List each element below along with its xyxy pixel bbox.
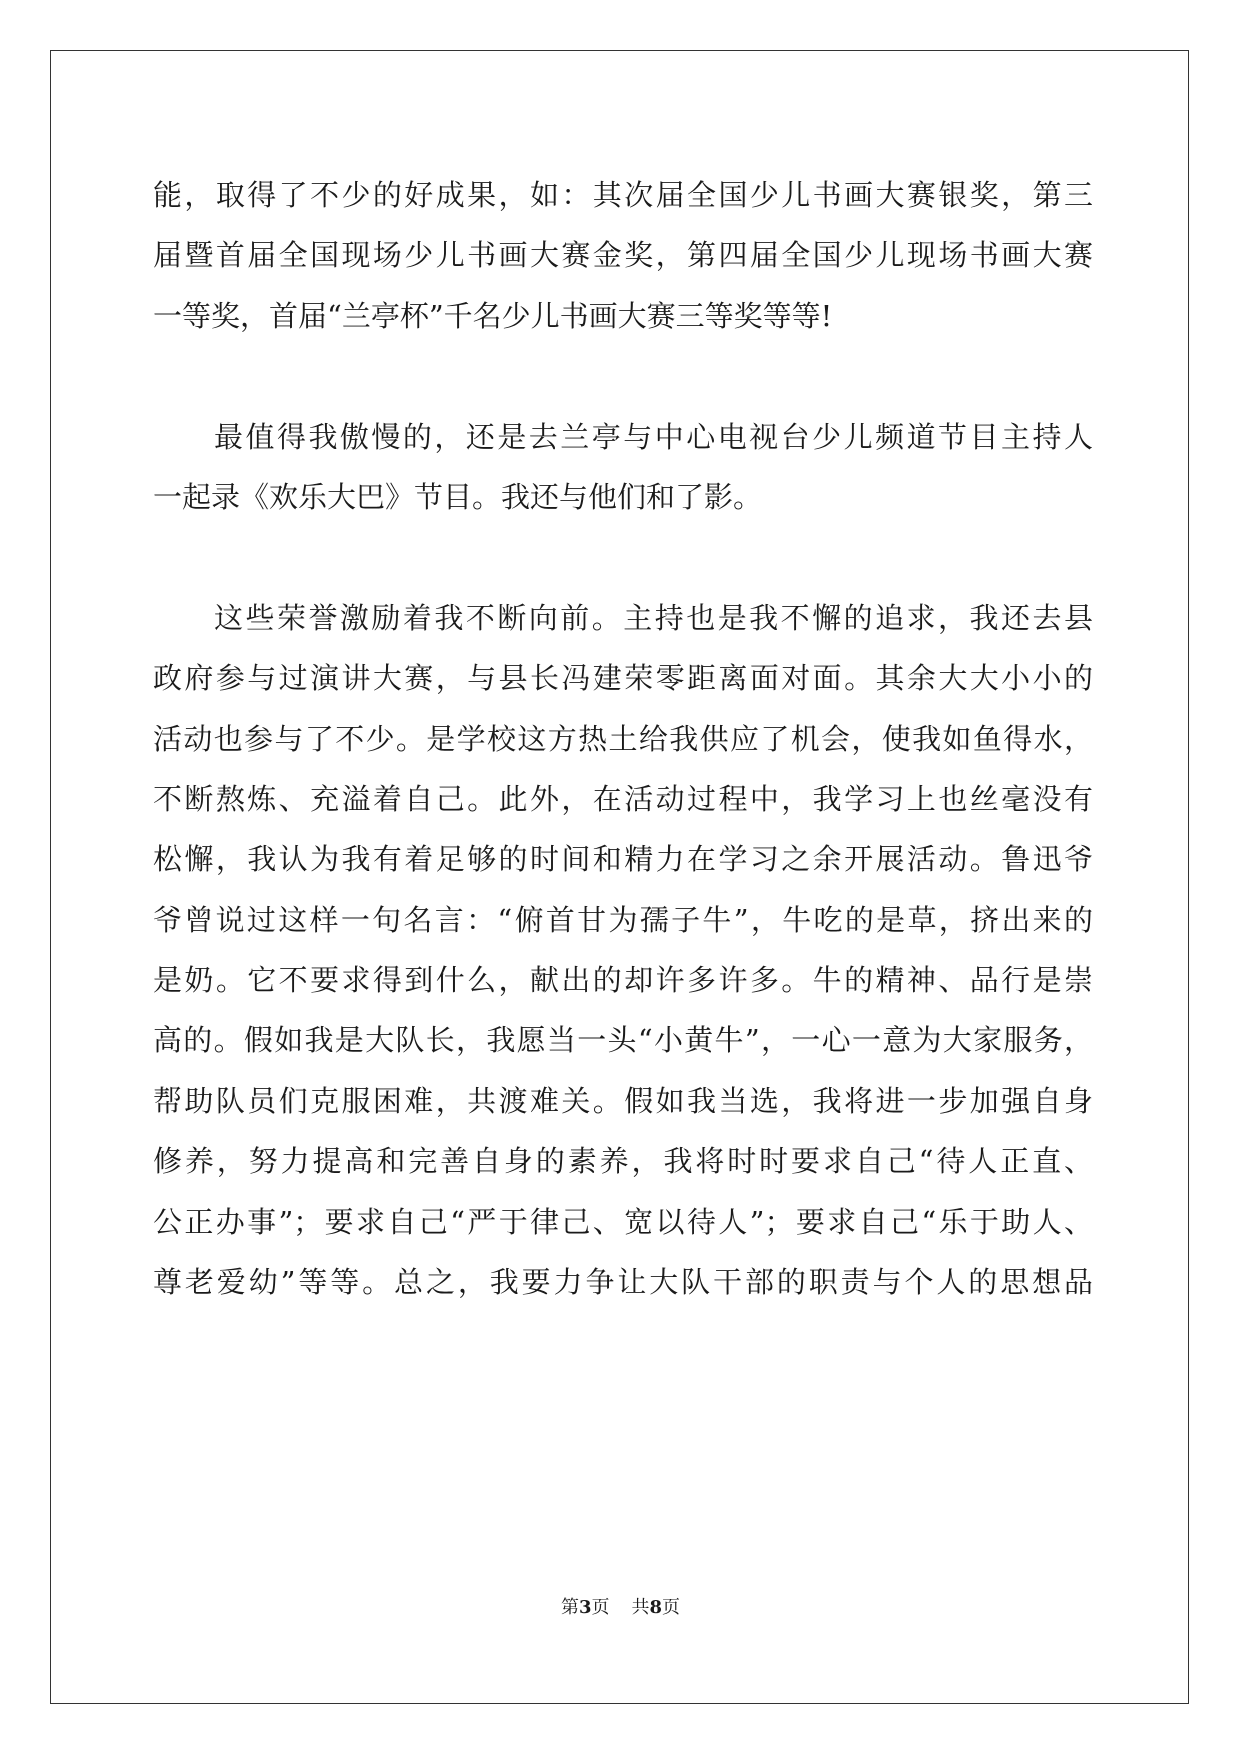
text-line: 帮助队员们克服困难，共渡难关。假如我当选，我将进一步加强自身 bbox=[153, 1083, 1093, 1118]
page-prefix: 第 bbox=[560, 1597, 579, 1618]
text-line: 是奶。它不要求得到什么，献出的却许多许多。牛的精神、品行是崇 bbox=[153, 963, 1093, 998]
paragraph-gap bbox=[153, 346, 1093, 406]
text-line: 高的。假如我是大队长，我愿当一头“小黄牛”，一心一意为大家服务， bbox=[153, 1023, 1093, 1058]
current-page-number: 3 bbox=[578, 1597, 592, 1618]
text-line: 松懈，我认为我有着足够的时间和精力在学习之余开展活动。鲁迅爷 bbox=[153, 842, 1093, 877]
paragraph-gap bbox=[153, 527, 1093, 587]
page-suffix: 页 bbox=[591, 1597, 610, 1618]
page-footer bbox=[0, 1593, 1241, 1619]
paragraph-first-line: 这些荣誉激励着我不断向前。主持也是我不懈的追求，我还去县 bbox=[214, 600, 1093, 635]
text-line: 修养，努力提高和完善自身的素养，我将时时要求自己“待人正直、 bbox=[153, 1144, 1093, 1179]
text-line: 一等奖，首届“兰亭杯”千名少儿书画大赛三等奖等等! bbox=[153, 298, 833, 333]
total-page-count: 8 bbox=[649, 1597, 663, 1618]
text-line: 届暨首届全国现场少儿书画大赛金奖，第四届全国少儿现场书画大赛 bbox=[153, 238, 1093, 273]
text-line: 能，取得了不少的好成果，如：其次届全国少儿书画大赛银奖，第三 bbox=[153, 178, 1093, 212]
text-line: 政府参与过演讲大赛，与县长冯建荣零距离面对面。其余大大小小的 bbox=[153, 661, 1093, 696]
text-line: 活动也参与了不少。是学校这方热土给我供应了机会，使我如鱼得水， bbox=[153, 721, 1093, 756]
text-line: 公正办事”；要求自己“严于律己、宽以待人”；要求自己“乐于助人、 bbox=[153, 1204, 1093, 1239]
total-suffix: 页 bbox=[662, 1597, 681, 1618]
total-prefix: 共 bbox=[631, 1597, 650, 1618]
document-body bbox=[153, 165, 1093, 1312]
text-line: 不断熬炼、充溢着自己。此外，在活动过程中，我学习上也丝毫没有 bbox=[153, 781, 1093, 816]
text-line: 爷曾说过这样一句名言：“俯首甘为孺子牛”，牛吃的是草，挤出来的 bbox=[153, 902, 1093, 937]
paragraph-first-line: 最值得我傲慢的，还是去兰亭与中心电视台少儿频道节目主持人 bbox=[214, 419, 1093, 454]
text-line: 一起录《欢乐大巴》节目。我还与他们和了影。 bbox=[153, 479, 763, 514]
text-line: 尊老爱幼”等等。总之，我要力争让大队干部的职责与个人的思想品 bbox=[153, 1265, 1093, 1300]
